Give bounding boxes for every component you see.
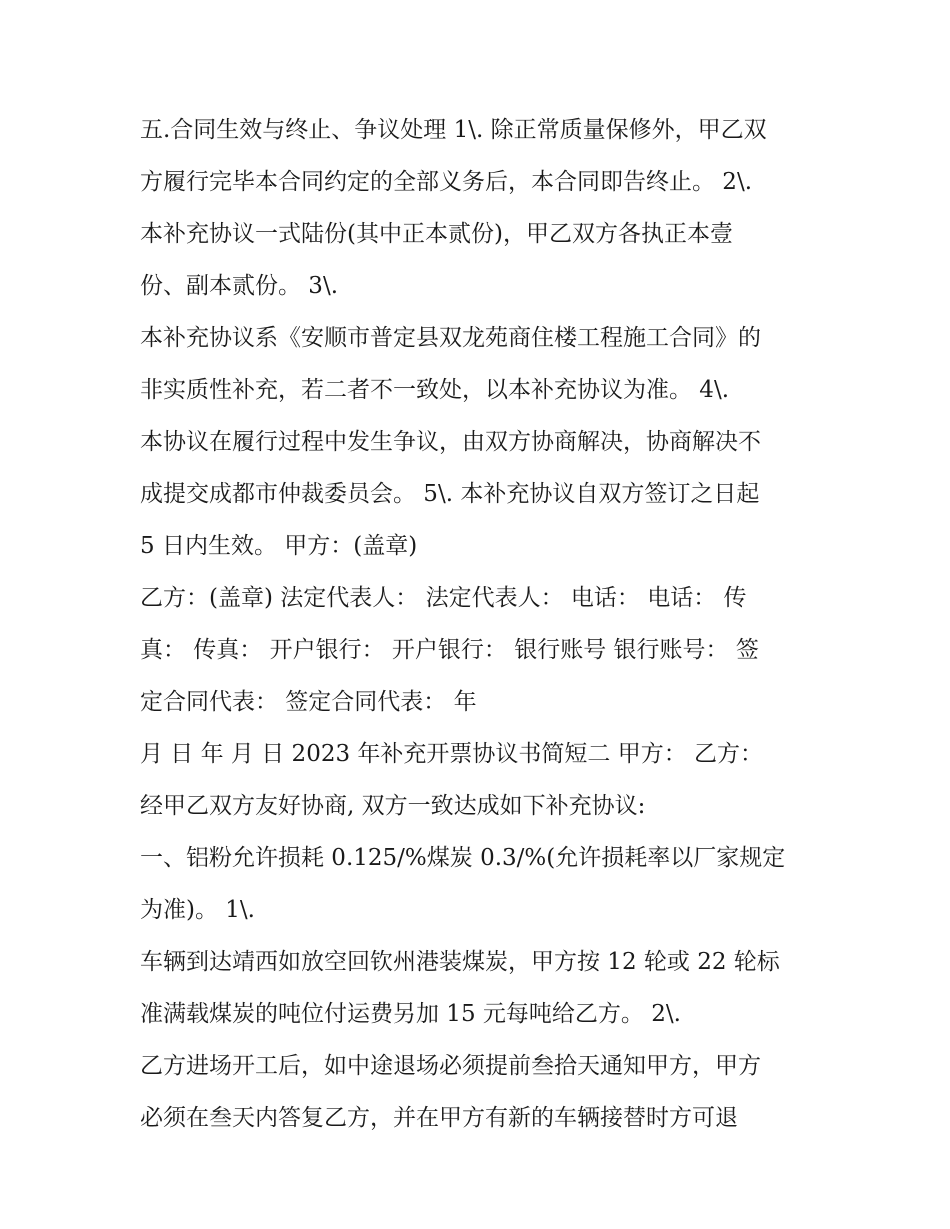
- text-line-15: 一、铝粉允许损耗 0.125/%煤炭 0.3/%(允许损耗率以厂家规定: [140, 845, 786, 871]
- text-line-9: 5 日内生效。 甲方：(盖章): [140, 533, 418, 559]
- text-line-4: 份、副本贰份。 3\.: [140, 273, 339, 299]
- text-line-14: 经甲乙双方友好协商, 双方一致达成如下补充协议:: [140, 793, 646, 819]
- text-line-20: 必须在叁天内答复乙方，并在甲方有新的车辆接替时方可退: [140, 1105, 738, 1131]
- text-line-10: 乙方：(盖章) 法定代表人： 法定代表人： 电话： 电话： 传: [140, 585, 747, 611]
- text-line-3: 本补充协议一式陆份(其中正本贰份)，甲乙双方各执正本壹: [140, 221, 733, 247]
- text-line-19: 乙方进场开工后，如中途退场必须提前叁拾天通知甲方，甲方: [140, 1053, 761, 1079]
- text-line-8: 成提交成都市仲裁委员会。 5\. 本补充协议自双方签订之日起: [140, 481, 760, 507]
- text-line-2: 方履行完毕本合同约定的全部义务后，本合同即告终止。 2\.: [140, 169, 753, 195]
- text-line-7: 本协议在履行过程中发生争议，由双方协商解决，协商解决不: [140, 429, 761, 455]
- text-line-18: 准满载煤炭的吨位付运费另加 15 元每吨给乙方。 2\.: [140, 1001, 681, 1027]
- text-line-1: 五.合同生效与终止、争议处理 1\. 除正常质量保修外，甲乙双: [140, 117, 767, 143]
- document-body: [140, 108, 820, 1148]
- text-line-11: 真： 传真： 开户银行： 开户银行： 银行账号 银行账号： 签: [140, 637, 759, 663]
- text-line-17: 车辆到达靖西如放空回钦州港装煤炭，甲方按 12 轮或 22 轮标: [140, 949, 780, 975]
- text-line-5: 本补充协议系《安顺市普定县双龙苑商住楼工程施工合同》的: [140, 325, 761, 351]
- text-line-13: 月 日 年 月 日 2023 年补充开票协议书简短二 甲方： 乙方：: [140, 741, 764, 767]
- text-line-16: 为准)。 1\.: [140, 897, 255, 923]
- text-line-12: 定合同代表： 签定合同代表： 年: [140, 689, 477, 715]
- text-line-6: 非实质性补充，若二者不一致处，以本补充协议为准。 4\.: [140, 377, 730, 403]
